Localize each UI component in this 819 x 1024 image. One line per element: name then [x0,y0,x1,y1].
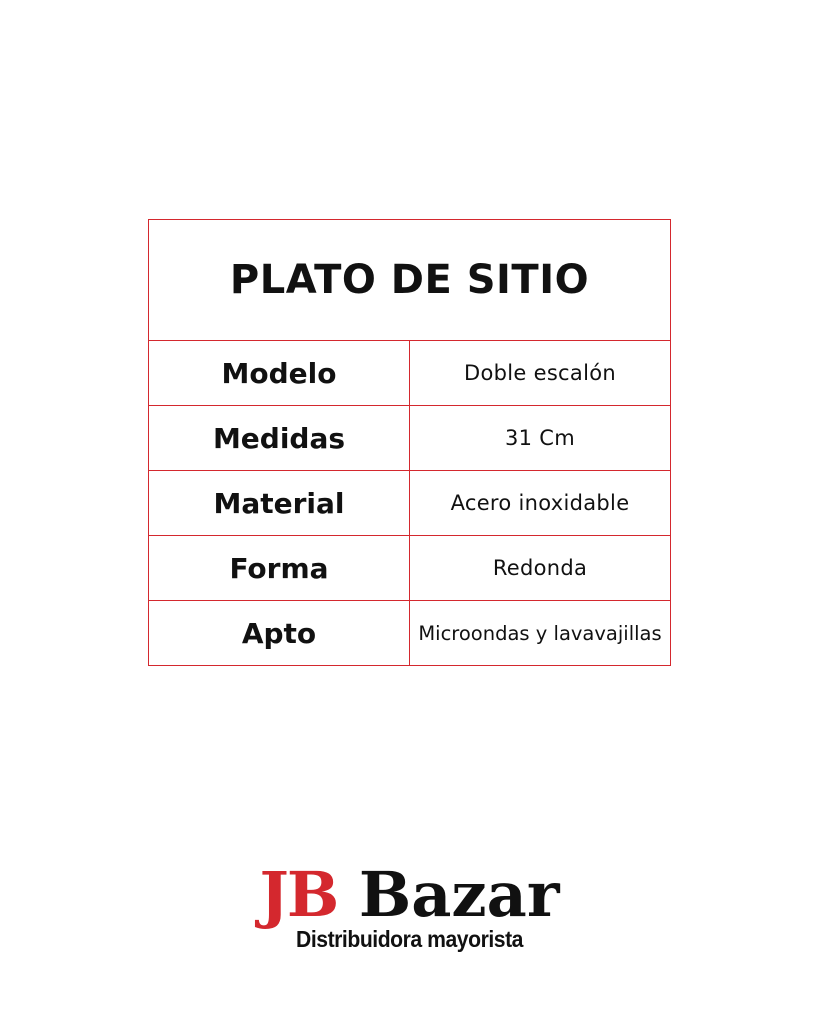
brand-name: Bazar [358,858,560,931]
table-row [149,601,671,666]
spec-value: 31 Cm [410,406,671,471]
spec-value: Acero inoxidable [410,471,671,536]
spec-value: Doble escalón [410,341,671,406]
spec-value: Microondas y lavavajillas [410,601,671,666]
title-row [149,220,671,341]
spec-key: Medidas [149,406,410,471]
brand-tagline: Distribuidora mayorista [296,926,523,952]
brand-initials: JB [259,858,338,931]
table-row [149,471,671,536]
spec-key: Apto [149,601,410,666]
brand-wordmark [0,860,819,930]
table-row [149,341,671,406]
spec-key: Forma [149,536,410,601]
brand-logo [0,860,819,953]
table-row [149,406,671,471]
product-title: PLATO DE SITIO [149,220,671,341]
spec-key: Material [149,471,410,536]
spec-key: Modelo [149,341,410,406]
spec-table [148,219,671,666]
spec-value: Redonda [410,536,671,601]
table-row [149,536,671,601]
